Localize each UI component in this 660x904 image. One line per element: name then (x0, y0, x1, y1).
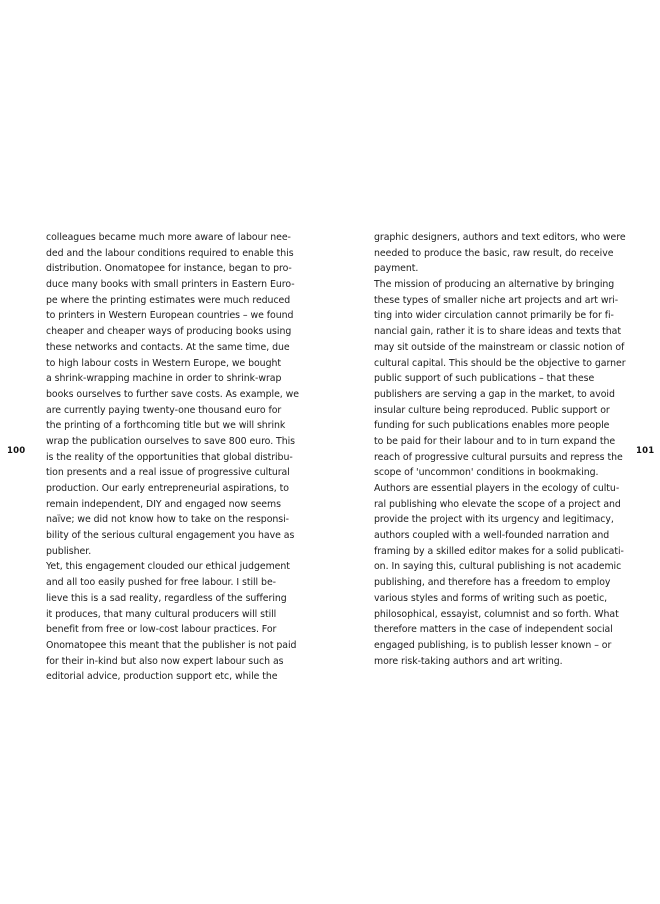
text-line: ral publishing who elevate the scope of a project and (374, 498, 621, 510)
text-line: a shrink-wrapping machine in order to shrink-wrap (46, 373, 282, 385)
text-line: publishers are serving a gap in the market, to avoid (374, 388, 615, 400)
text-line: for their in-kind but also now expert labour such as (46, 655, 284, 667)
text-line: payment. (374, 263, 419, 275)
text-line: lieve this is a sad reality, regardless of the suffering (46, 592, 287, 604)
text-line: editorial advice, production support etc, while the (46, 671, 278, 683)
text-line: books ourselves to further save costs. As example, we (46, 388, 299, 400)
text-line: authors coupled with a well-founded narration and (374, 530, 610, 542)
text-line: it produces, that many cultural producers will still (46, 608, 277, 620)
text-line: ded and the labour conditions required to enable this (46, 247, 294, 259)
left-page-text-column (46, 230, 299, 685)
text-line: remain independent, DIY and engaged now seems (46, 498, 281, 510)
text-line: more risk-taking authors and art writing. (374, 655, 563, 667)
text-line: publishing, and therefore has a freedom to employ (374, 577, 611, 589)
text-line: these types of smaller niche art projects and art wri- (374, 294, 619, 306)
text-line: wrap the publication ourselves to save 800 euro. This (46, 435, 296, 447)
text-line: therefore matters in the case of independent social (374, 624, 613, 636)
text-line: colleagues became much more aware of labour nee- (46, 232, 291, 243)
text-line: pe where the printing estimates were much reduced (46, 294, 291, 306)
text-line: cheaper and cheaper ways of producing books using (46, 326, 292, 338)
text-line: engaged publishing, is to publish lesser known – or (374, 639, 612, 651)
text-line: these networks and contacts. At the same time, due (46, 341, 290, 353)
text-line: are currently paying twenty-one thousand euro for (46, 404, 282, 416)
text-line: various styles and forms of writing such as poetic, (374, 592, 608, 604)
text-line: on. In saying this, cultural publishing is not academic (374, 561, 622, 573)
text-line: to be paid for their labour and to in turn expand the (374, 435, 616, 447)
text-line: framing by a skilled editor makes for a solid publicati- (374, 545, 624, 557)
text-line: to printers in Western European countries – we found (46, 310, 294, 322)
text-line: to high labour costs in Western Europe, we bought (46, 357, 281, 369)
text-line: naïve; we did not know how to take on the responsi- (46, 514, 289, 526)
left-page-number: 100 (7, 446, 26, 456)
right-page-number: 101 (636, 446, 655, 456)
text-line: is the reality of the opportunities that global distribu- (46, 451, 293, 463)
text-line: ting into wider circulation cannot primarily be for fi- (374, 310, 614, 322)
text-line: Authors are essential players in the ecology of cultu- (374, 483, 620, 494)
text-line: philosophical, essayist, columnist and so forth. What (374, 608, 619, 620)
text-line: Yet, this engagement clouded our ethical judgement (46, 561, 290, 573)
text-line: Onomatopee this meant that the publisher is not paid (46, 639, 297, 651)
text-line: cultural capital. This should be the objective to garner (374, 357, 626, 369)
text-line: funding for such publications enables more people (374, 420, 610, 432)
text-line: graphic designers, authors and text editors, who were (374, 232, 626, 243)
text-line: The mission of producing an alternative by bringing (374, 279, 615, 291)
text-line: and all too easily pushed for free labour. I still be- (46, 577, 276, 589)
text-line: public support of such publications – that these (374, 373, 595, 385)
text-line: production. Our early entrepreneurial aspirations, to (46, 483, 289, 494)
text-line: may sit outside of the mainstream or classic notion of (374, 341, 625, 353)
text-line: publisher. (46, 545, 92, 557)
text-line: duce many books with small printers in Eastern Euro- (46, 279, 295, 291)
text-line: scope of 'uncommon' conditions in bookmaking. (374, 467, 599, 479)
text-line: benefit from free or low-cost labour practices. For (46, 624, 277, 636)
text-line: provide the project with its urgency and legitimacy, (374, 514, 614, 526)
text-line: needed to produce the basic, raw result, do receive (374, 247, 614, 259)
text-line: tion presents and a real issue of progressive cultural (46, 467, 290, 479)
text-line: the printing of a forthcoming title but we will shrink (46, 420, 286, 432)
text-line: insular culture being reproduced. Public support or (374, 404, 610, 416)
text-line: reach of progressive cultural pursuits and repress the (374, 451, 623, 463)
text-line: distribution. Onomatopee for instance, began to pro- (46, 263, 292, 275)
text-line: nancial gain, rather it is to share ideas and texts that (374, 326, 621, 338)
text-line: bility of the serious cultural engagement you have as (46, 530, 295, 542)
right-page-text-column (374, 230, 626, 669)
